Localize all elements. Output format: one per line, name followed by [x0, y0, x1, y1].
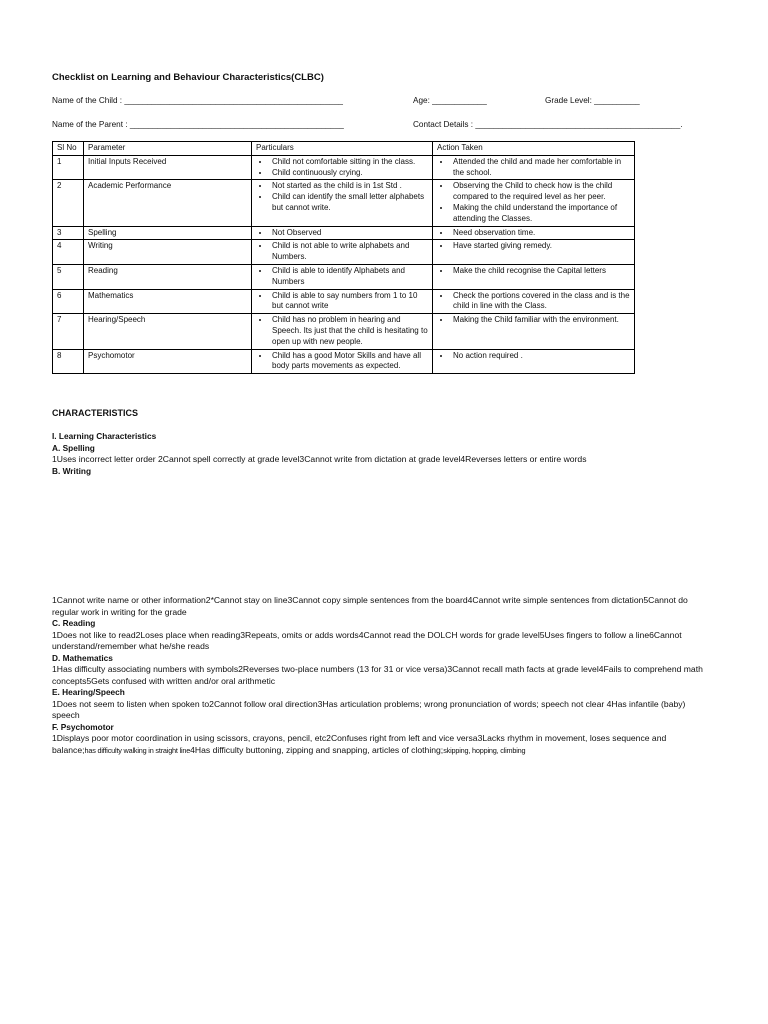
mathematics-heading: D. Mathematics [52, 652, 113, 663]
cell-slno: 2 [53, 180, 84, 226]
list-item: • Attended the child and made her comfortable in the school. [451, 157, 630, 179]
learning-characteristics-heading: I. Learning Characteristics [52, 431, 157, 441]
parent-name-field: Name of the Parent : _______________________________________________ [52, 120, 344, 129]
psychomotor-heading: F. Psychomotor [52, 721, 114, 732]
header-parameter: Parameter [84, 142, 252, 156]
cell-parameter: Spelling [84, 226, 252, 240]
cell-slno: 1 [53, 155, 84, 180]
list-item: • Make the child recognise the Capital letters [451, 266, 630, 277]
list-item: • Not started as the child is in 1st Std . [270, 181, 428, 192]
writing-heading: B. Writing [52, 465, 92, 476]
cell-action [433, 349, 635, 374]
header-slno: Sl No [53, 142, 84, 156]
writing-text: 1Cannot write name or other information2*Cannot stay on line3Cannot copy simple sentences from the board4Cannot write simple sentences from dictation5Cannot do regular work in writing for the grade [52, 595, 688, 617]
spelling-text: 1Uses incorrect letter order 2Cannot spell correctly at grade level3Cannot write from dictation at grade level4Reverses letters or entire words [52, 454, 587, 464]
child-name-field: Name of the Child : ________________________________________________ [52, 96, 343, 105]
learning-spelling-section [52, 431, 712, 477]
age-field: Age: ____________ [413, 96, 487, 105]
clbc-table [52, 141, 635, 374]
table-row [53, 180, 635, 226]
spelling-heading: A. Spelling [52, 442, 95, 453]
cell-action [433, 226, 635, 240]
hearing-speech-heading: E. Hearing/Speech [52, 687, 125, 697]
list-item: • Observing the Child to check how is the child compared to the required level as her peer. [451, 181, 630, 203]
contact-details-field: Contact Details : _____________________________________________. [413, 120, 683, 129]
cell-particulars [252, 289, 433, 314]
cell-particulars [252, 349, 433, 374]
list-item: • Child not comfortable sitting in the class. [270, 157, 428, 168]
psychomotor-text-b: has difficulty walking in straight line [84, 745, 191, 755]
list-item: • Child is not able to write alphabets and Numbers. [270, 241, 428, 263]
list-item: • Check the portions covered in the class and is the child in line with the Class. [451, 291, 630, 313]
list-item: • Making the child understand the importance of attending the Classes. [451, 203, 630, 225]
cell-particulars [252, 314, 433, 349]
cell-parameter: Writing [84, 240, 252, 265]
table-row [53, 155, 635, 180]
list-item: • No action required . [451, 351, 630, 362]
table-header-row [53, 142, 635, 156]
cell-particulars [252, 226, 433, 240]
cell-particulars [252, 264, 433, 289]
cell-parameter: Hearing/Speech [84, 314, 252, 349]
cell-parameter: Psychomotor [84, 349, 252, 374]
characteristics-heading: CHARACTERISTICS [52, 408, 139, 418]
table-row [53, 314, 635, 349]
cell-slno: 8 [53, 349, 84, 374]
table-row [53, 226, 635, 240]
list-item: • Child is able to identify Alphabets and Numbers [270, 266, 428, 288]
cell-parameter: Mathematics [84, 289, 252, 314]
document-title: Checklist on Learning and Behaviour Characteristics(CLBC) [52, 72, 324, 83]
list-item: • Need observation time. [451, 228, 630, 239]
cell-particulars [252, 240, 433, 265]
list-item: • Have started giving remedy. [451, 241, 630, 252]
psychomotor-text-a: 1Displays poor motor coordination in using scissors, crayons, pencil, etc2Confuses right from left and vice versa3Lacks rhythm in movement, loses sequence and balance; [52, 733, 667, 755]
grade-level-field: Grade Level: __________ [545, 96, 640, 105]
table-row [53, 349, 635, 374]
psychomotor-text-d: skipping, hopping, climbing [443, 745, 526, 755]
cell-action [433, 155, 635, 180]
cell-action [433, 289, 635, 314]
cell-slno: 3 [53, 226, 84, 240]
reading-text: 1Does not like to read2Loses place when reading3Repeats, omits or adds words4Cannot read the DOLCH words for grade level5Uses fingers to follow a line6Cannot understand/remember what he/she reads [52, 629, 682, 651]
cell-parameter: Initial Inputs Received [84, 155, 252, 180]
remaining-sections [52, 595, 712, 756]
psychomotor-text-c: 4Has difficulty buttoning, zipping and snapping, articles of clothing; [190, 744, 444, 755]
list-item: • Child has no problem in hearing and Speech. Its just that the child is hesitating to open up with new people. [270, 315, 428, 347]
list-item: • Child has a good Motor Skills and have all body parts movements as expected. [270, 351, 428, 373]
table-row [53, 289, 635, 314]
list-item: • Making the Child familiar with the environment. [451, 315, 630, 326]
cell-action [433, 180, 635, 226]
list-item: • Child continuously crying. [270, 168, 428, 179]
cell-slno: 6 [53, 289, 84, 314]
cell-parameter: Academic Performance [84, 180, 252, 226]
cell-action [433, 240, 635, 265]
header-particulars: Particulars [252, 142, 433, 156]
hearing-speech-text: 1Does not seem to listen when spoken to2Cannot follow oral direction3Has articulation problems; wrong pronunciation of words; speech not clear 4Has infantile (baby) speech [52, 698, 686, 720]
cell-slno: 7 [53, 314, 84, 349]
mathematics-text: 1Has difficulty associating numbers with symbols2Reverses two-place numbers (13 for 31 or vice versa)3Cannot recall math facts at grade level4Fails to comprehend math concepts5Gets confused with written and/or oral arithmetic [52, 664, 703, 686]
cell-particulars [252, 155, 433, 180]
list-item: • Not Observed [270, 228, 428, 239]
cell-action [433, 314, 635, 349]
table-row [53, 240, 635, 265]
table-row [53, 264, 635, 289]
cell-particulars [252, 180, 433, 226]
cell-action [433, 264, 635, 289]
cell-parameter: Reading [84, 264, 252, 289]
cell-slno: 5 [53, 264, 84, 289]
list-item: • Child is able to say numbers from 1 to 10 but cannot write [270, 291, 428, 313]
cell-slno: 4 [53, 240, 84, 265]
reading-heading: C. Reading [52, 618, 96, 628]
header-action-taken: Action Taken [433, 142, 635, 156]
list-item: • Child can identify the small letter alphabets but cannot write. [270, 192, 428, 214]
